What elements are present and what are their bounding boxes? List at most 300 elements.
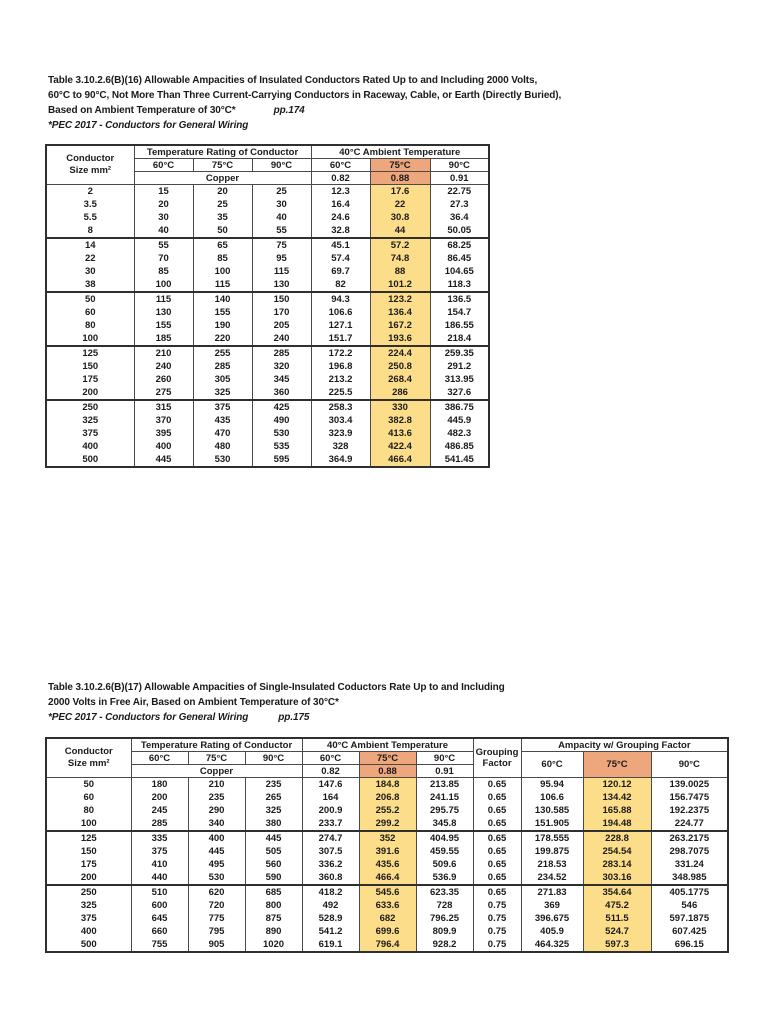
table-cell: 331.24 xyxy=(651,858,728,871)
table-cell: 509.6 xyxy=(416,858,473,871)
table-cell: 0.65 xyxy=(473,778,521,792)
table-cell: 720 xyxy=(188,899,245,912)
table-cell: 94.3 xyxy=(311,292,370,306)
table-cell: 422.4 xyxy=(370,440,430,453)
table-cell: 100 xyxy=(134,278,193,292)
table-cell: 136.4 xyxy=(370,306,430,319)
table-cell: 57.4 xyxy=(311,252,370,265)
table2-ampacity-90: 90°C xyxy=(651,752,728,778)
table-cell: 106.6 xyxy=(311,306,370,319)
table-cell: 307.5 xyxy=(302,845,359,858)
table-cell: 45.1 xyxy=(311,238,370,252)
table-cell: 0.65 xyxy=(473,845,521,858)
table-cell: 130 xyxy=(134,306,193,319)
table-cell: 396.675 xyxy=(521,912,583,925)
table-cell: 633.6 xyxy=(359,899,416,912)
table-cell: 330 xyxy=(370,400,430,414)
table1-material: Copper xyxy=(134,172,311,185)
table-cell: 175 xyxy=(46,858,131,871)
table-row xyxy=(46,440,489,453)
table1-title-line2: 60°C to 90°C, Not More Than Three Current-Carrying Conductors in Raceway, Cable, or Earth (Directly Buried), xyxy=(48,90,562,101)
table-row xyxy=(46,885,728,899)
table2-rating-75: 75°C xyxy=(188,752,245,765)
table-cell: 560 xyxy=(245,858,302,871)
table-cell: 200 xyxy=(131,791,188,804)
table-cell: 348.985 xyxy=(651,871,728,885)
table-cell: 199.875 xyxy=(521,845,583,858)
table-cell: 40 xyxy=(134,224,193,238)
table-cell: 928.2 xyxy=(416,938,473,952)
table-cell: 699.6 xyxy=(359,925,416,938)
table-cell: 120.12 xyxy=(583,778,651,792)
table2-title-block xyxy=(48,680,505,725)
table-cell: 165.88 xyxy=(583,804,651,817)
table-cell: 380 xyxy=(245,817,302,831)
table-cell: 194.48 xyxy=(583,817,651,831)
table-cell: 395 xyxy=(134,427,193,440)
table-cell: 435.6 xyxy=(359,858,416,871)
table-cell: 218.4 xyxy=(430,332,489,346)
table-row xyxy=(46,332,489,346)
table-cell: 68.25 xyxy=(430,238,489,252)
table-cell: 530 xyxy=(188,871,245,885)
table-cell: 541.2 xyxy=(302,925,359,938)
table-cell: 20 xyxy=(134,198,193,211)
table-cell: 86.45 xyxy=(430,252,489,265)
table-cell: 210 xyxy=(134,346,193,360)
table-cell: 800 xyxy=(245,899,302,912)
table-cell: 151.905 xyxy=(521,817,583,831)
table-cell: 345.8 xyxy=(416,817,473,831)
table-cell: 55 xyxy=(134,238,193,252)
table-cell: 305 xyxy=(193,373,252,386)
table-cell: 88 xyxy=(370,265,430,278)
table-cell: 265 xyxy=(245,791,302,804)
table-cell: 32.8 xyxy=(311,224,370,238)
table-cell: 180 xyxy=(131,778,188,792)
table-cell: 685 xyxy=(245,885,302,899)
table-cell: 0.65 xyxy=(473,831,521,845)
table-row xyxy=(46,871,728,885)
table-cell: 155 xyxy=(193,306,252,319)
table-cell: 225.5 xyxy=(311,386,370,400)
table-cell: 2 xyxy=(46,185,134,199)
table-cell: 245 xyxy=(131,804,188,817)
table-cell: 55 xyxy=(252,224,311,238)
table-cell: 235 xyxy=(245,778,302,792)
table1-header-row1 xyxy=(46,145,489,159)
table-cell: 382.8 xyxy=(370,414,430,427)
table-cell: 0.75 xyxy=(473,925,521,938)
table-cell: 5.5 xyxy=(46,211,134,224)
table-cell: 375 xyxy=(131,845,188,858)
table-cell: 106.6 xyxy=(521,791,583,804)
table-cell: 130 xyxy=(252,278,311,292)
table-cell: 100 xyxy=(46,332,134,346)
table-cell: 325 xyxy=(245,804,302,817)
table-cell: 0.65 xyxy=(473,804,521,817)
table1-factor-90: 0.91 xyxy=(430,172,489,185)
table-cell: 22.75 xyxy=(430,185,489,199)
table-cell: 0.65 xyxy=(473,858,521,871)
table-cell: 22 xyxy=(46,252,134,265)
table-cell: 445 xyxy=(245,831,302,845)
table-cell: 511.5 xyxy=(583,912,651,925)
table-row xyxy=(46,817,728,831)
table-cell: 200.9 xyxy=(302,804,359,817)
table-row xyxy=(46,373,489,386)
table-cell: 220 xyxy=(193,332,252,346)
table-cell: 345 xyxy=(252,373,311,386)
table-cell: 50 xyxy=(193,224,252,238)
table-cell: 404.95 xyxy=(416,831,473,845)
table-cell: 466.4 xyxy=(370,453,430,467)
table-cell: 123.2 xyxy=(370,292,430,306)
table-cell: 125 xyxy=(46,346,134,360)
table-cell: 17.6 xyxy=(370,185,430,199)
table-cell: 140 xyxy=(193,292,252,306)
table-cell: 340 xyxy=(188,817,245,831)
table-cell: 597.1875 xyxy=(651,912,728,925)
table-cell: 101.2 xyxy=(370,278,430,292)
table-cell: 127.1 xyxy=(311,319,370,332)
table-cell: 30 xyxy=(46,265,134,278)
table1-title-line3: Based on Ambient Temperature of 30°C* pp.174 xyxy=(48,105,305,116)
table-cell: 360.8 xyxy=(302,871,359,885)
table-cell: 57.2 xyxy=(370,238,430,252)
table-cell: 85 xyxy=(134,265,193,278)
table-cell: 500 xyxy=(46,938,131,952)
table2-header xyxy=(46,738,728,778)
table-cell: 354.64 xyxy=(583,885,651,899)
table-cell: 370 xyxy=(134,414,193,427)
table-cell: 235 xyxy=(188,791,245,804)
table1-body xyxy=(46,185,489,468)
table-cell: 27.3 xyxy=(430,198,489,211)
table-cell: 255.2 xyxy=(359,804,416,817)
table-cell: 386.75 xyxy=(430,400,489,414)
table-cell: 619.1 xyxy=(302,938,359,952)
table-cell: 303.4 xyxy=(311,414,370,427)
table-row xyxy=(46,319,489,332)
ampacity-table-b17 xyxy=(45,737,729,953)
table-cell: 445 xyxy=(188,845,245,858)
table-cell: 546 xyxy=(651,899,728,912)
table-cell: 22 xyxy=(370,198,430,211)
table-cell: 104.65 xyxy=(430,265,489,278)
table-cell: 115 xyxy=(252,265,311,278)
table2-header-row1 xyxy=(46,738,728,752)
table-cell: 459.55 xyxy=(416,845,473,858)
table-cell: 118.3 xyxy=(430,278,489,292)
table1-title-line1: Table 3.10.2.6(B)(16) Allowable Ampacities of Insulated Conductors Rated Up to and Including 2000 Volts, xyxy=(48,75,538,86)
table-cell: 30 xyxy=(134,211,193,224)
table-cell: 8 xyxy=(46,224,134,238)
table-cell: 234.52 xyxy=(521,871,583,885)
table-cell: 100 xyxy=(193,265,252,278)
table-cell: 775 xyxy=(188,912,245,925)
table-cell: 196.8 xyxy=(311,360,370,373)
table2-title-line2: 2000 Volts in Free Air, Based on Ambient Temperature of 30°C* xyxy=(48,697,339,708)
table-cell: 405.1775 xyxy=(651,885,728,899)
table-cell: 250.8 xyxy=(370,360,430,373)
table-cell: 260 xyxy=(134,373,193,386)
table-cell: 595 xyxy=(252,453,311,467)
table-cell: 136.5 xyxy=(430,292,489,306)
table-cell: 271.83 xyxy=(521,885,583,899)
table-row xyxy=(46,346,489,360)
table-cell: 259.35 xyxy=(430,346,489,360)
table-cell: 325 xyxy=(46,899,131,912)
table-cell: 1020 xyxy=(245,938,302,952)
table-cell: 375 xyxy=(193,400,252,414)
table-row xyxy=(46,912,728,925)
table1-group-temp-rating: Temperature Rating of Conductor xyxy=(134,145,311,159)
table-cell: 15 xyxy=(134,185,193,199)
table-cell: 425 xyxy=(252,400,311,414)
table-cell: 0.65 xyxy=(473,871,521,885)
table-cell: 660 xyxy=(131,925,188,938)
table2-material: Copper xyxy=(131,765,302,778)
table1-ambient-75: 75°C xyxy=(370,159,430,172)
table-cell: 323.9 xyxy=(311,427,370,440)
table-cell: 435 xyxy=(193,414,252,427)
table1-header xyxy=(46,145,489,185)
table-cell: 134.42 xyxy=(583,791,651,804)
table-cell: 0.65 xyxy=(473,791,521,804)
table2-header-row2 xyxy=(46,752,728,765)
table2-rating-90: 90°C xyxy=(245,752,302,765)
table-cell: 597.3 xyxy=(583,938,651,952)
table-cell: 30 xyxy=(252,198,311,211)
table-cell: 151.7 xyxy=(311,332,370,346)
table-cell: 85 xyxy=(193,252,252,265)
table-cell: 175 xyxy=(46,373,134,386)
table-cell: 268.4 xyxy=(370,373,430,386)
table-cell: 115 xyxy=(193,278,252,292)
table-cell: 286 xyxy=(370,386,430,400)
table2-group-ambient: 40°C Ambient Temperature xyxy=(302,738,473,752)
table-cell: 809.9 xyxy=(416,925,473,938)
table-cell: 50 xyxy=(46,778,131,792)
table-cell: 325 xyxy=(46,414,134,427)
table1-title-block xyxy=(48,73,561,133)
table-cell: 369 xyxy=(521,899,583,912)
table-cell: 190 xyxy=(193,319,252,332)
table-row xyxy=(46,400,489,414)
table-cell: 405.9 xyxy=(521,925,583,938)
table1-factor-75: 0.88 xyxy=(370,172,430,185)
table-row xyxy=(46,198,489,211)
table-cell: 147.6 xyxy=(302,778,359,792)
table-cell: 682 xyxy=(359,912,416,925)
table2-title-line1: Table 3.10.2.6(B)(17) Allowable Ampacities of Single-Insulated Coductors Rate Up to and Including xyxy=(48,682,505,693)
table-cell: 290 xyxy=(188,804,245,817)
table-cell: 44 xyxy=(370,224,430,238)
table-cell: 154.7 xyxy=(430,306,489,319)
table-cell: 303.16 xyxy=(583,871,651,885)
table-cell: 482.3 xyxy=(430,427,489,440)
table-cell: 445 xyxy=(134,453,193,467)
table-cell: 139.0025 xyxy=(651,778,728,792)
table-cell: 233.7 xyxy=(302,817,359,831)
table-cell: 400 xyxy=(188,831,245,845)
table-cell: 327.6 xyxy=(430,386,489,400)
table-cell: 875 xyxy=(245,912,302,925)
table-cell: 263.2175 xyxy=(651,831,728,845)
table-cell: 50 xyxy=(46,292,134,306)
table2-ambient-90: 90°C xyxy=(416,752,473,765)
table-cell: 283.14 xyxy=(583,858,651,871)
table2-factor-90: 0.91 xyxy=(416,765,473,778)
table-cell: 241.15 xyxy=(416,791,473,804)
table-cell: 375 xyxy=(46,427,134,440)
table2-group-temp-rating: Temperature Rating of Conductor xyxy=(131,738,302,752)
table-cell: 213.2 xyxy=(311,373,370,386)
table-cell: 184.8 xyxy=(359,778,416,792)
table-cell: 20 xyxy=(193,185,252,199)
table-row xyxy=(46,899,728,912)
table-cell: 500 xyxy=(46,453,134,467)
table2-source-line xyxy=(48,710,505,725)
table-cell: 275 xyxy=(134,386,193,400)
table-row xyxy=(46,278,489,292)
table-cell: 890 xyxy=(245,925,302,938)
table-cell: 400 xyxy=(134,440,193,453)
table-cell: 0.65 xyxy=(473,885,521,899)
table-cell: 25 xyxy=(252,185,311,199)
table-cell: 313.95 xyxy=(430,373,489,386)
table-cell: 255 xyxy=(193,346,252,360)
table-cell: 25 xyxy=(193,198,252,211)
table-cell: 155 xyxy=(134,319,193,332)
table-cell: 315 xyxy=(134,400,193,414)
table-cell: 156.7475 xyxy=(651,791,728,804)
table-cell: 352 xyxy=(359,831,416,845)
table-cell: 495 xyxy=(188,858,245,871)
table2-body xyxy=(46,778,728,953)
table1-page-ref: pp.174 xyxy=(273,105,305,116)
table-cell: 186.55 xyxy=(430,319,489,332)
table-row xyxy=(46,185,489,199)
table-cell: 36.4 xyxy=(430,211,489,224)
table-cell: 492 xyxy=(302,899,359,912)
table-cell: 464.325 xyxy=(521,938,583,952)
table-cell: 254.54 xyxy=(583,845,651,858)
table-row xyxy=(46,360,489,373)
table-cell: 475.2 xyxy=(583,899,651,912)
table-cell: 167.2 xyxy=(370,319,430,332)
table-row xyxy=(46,265,489,278)
table-cell: 645 xyxy=(131,912,188,925)
table-cell: 30.8 xyxy=(370,211,430,224)
table1-rating-90: 90°C xyxy=(252,159,311,172)
table-cell: 400 xyxy=(46,440,134,453)
table-row xyxy=(46,858,728,871)
table-cell: 205 xyxy=(252,319,311,332)
table-cell: 74.8 xyxy=(370,252,430,265)
table-cell: 530 xyxy=(252,427,311,440)
table-cell: 528.9 xyxy=(302,912,359,925)
table-cell: 545.6 xyxy=(359,885,416,899)
table-cell: 470 xyxy=(193,427,252,440)
table-row xyxy=(46,938,728,952)
table-cell: 185 xyxy=(134,332,193,346)
table-cell: 125 xyxy=(46,831,131,845)
table-cell: 213.85 xyxy=(416,778,473,792)
table-cell: 410 xyxy=(131,858,188,871)
table-cell: 150 xyxy=(252,292,311,306)
table-cell: 60 xyxy=(46,791,131,804)
table-cell: 796.4 xyxy=(359,938,416,952)
table-cell: 75 xyxy=(252,238,311,252)
table-cell: 224.4 xyxy=(370,346,430,360)
table-cell: 298.7075 xyxy=(651,845,728,858)
table-cell: 728 xyxy=(416,899,473,912)
table-cell: 486.85 xyxy=(430,440,489,453)
table-cell: 95.94 xyxy=(521,778,583,792)
table-cell: 510 xyxy=(131,885,188,899)
table2-ampacity-75: 75°C xyxy=(583,752,651,778)
table-row xyxy=(46,845,728,858)
table-cell: 193.6 xyxy=(370,332,430,346)
table-cell: 240 xyxy=(252,332,311,346)
table-cell: 95 xyxy=(252,252,311,265)
table-cell: 24.6 xyxy=(311,211,370,224)
table-row xyxy=(46,778,728,792)
table-cell: 40 xyxy=(252,211,311,224)
table-cell: 336.2 xyxy=(302,858,359,871)
table-cell: 905 xyxy=(188,938,245,952)
table-cell: 178.555 xyxy=(521,831,583,845)
table-cell: 60 xyxy=(46,306,134,319)
table-cell: 418.2 xyxy=(302,885,359,899)
table-cell: 16.4 xyxy=(311,198,370,211)
table-cell: 445.9 xyxy=(430,414,489,427)
table-cell: 391.6 xyxy=(359,845,416,858)
table-cell: 285 xyxy=(252,346,311,360)
table-cell: 35 xyxy=(193,211,252,224)
table-cell: 590 xyxy=(245,871,302,885)
table2-ambient-60: 60°C xyxy=(302,752,359,765)
table-cell: 192.2375 xyxy=(651,804,728,817)
table-cell: 413.6 xyxy=(370,427,430,440)
table-cell: 796.25 xyxy=(416,912,473,925)
table1-source: *PEC 2017 - Conductors for General Wiring xyxy=(48,120,249,131)
table-cell: 150 xyxy=(46,360,134,373)
table-cell: 505 xyxy=(245,845,302,858)
table-cell: 607.425 xyxy=(651,925,728,938)
table-cell: 200 xyxy=(46,871,131,885)
table-cell: 3.5 xyxy=(46,198,134,211)
table-cell: 536.9 xyxy=(416,871,473,885)
table-row xyxy=(46,831,728,845)
table1-factor-60: 0.82 xyxy=(311,172,370,185)
table-cell: 600 xyxy=(131,899,188,912)
table2-factor-75: 0.88 xyxy=(359,765,416,778)
table-cell: 82 xyxy=(311,278,370,292)
table2-factor-60: 0.82 xyxy=(302,765,359,778)
table-cell: 0.75 xyxy=(473,899,521,912)
table-cell: 795 xyxy=(188,925,245,938)
table1-ambient-90: 90°C xyxy=(430,159,489,172)
table-row xyxy=(46,427,489,440)
table1-col1-header: Conductor Size mm² xyxy=(46,145,134,185)
table2-ambient-75: 75°C xyxy=(359,752,416,765)
table-cell: 299.2 xyxy=(359,817,416,831)
table-row xyxy=(46,211,489,224)
table-row xyxy=(46,252,489,265)
